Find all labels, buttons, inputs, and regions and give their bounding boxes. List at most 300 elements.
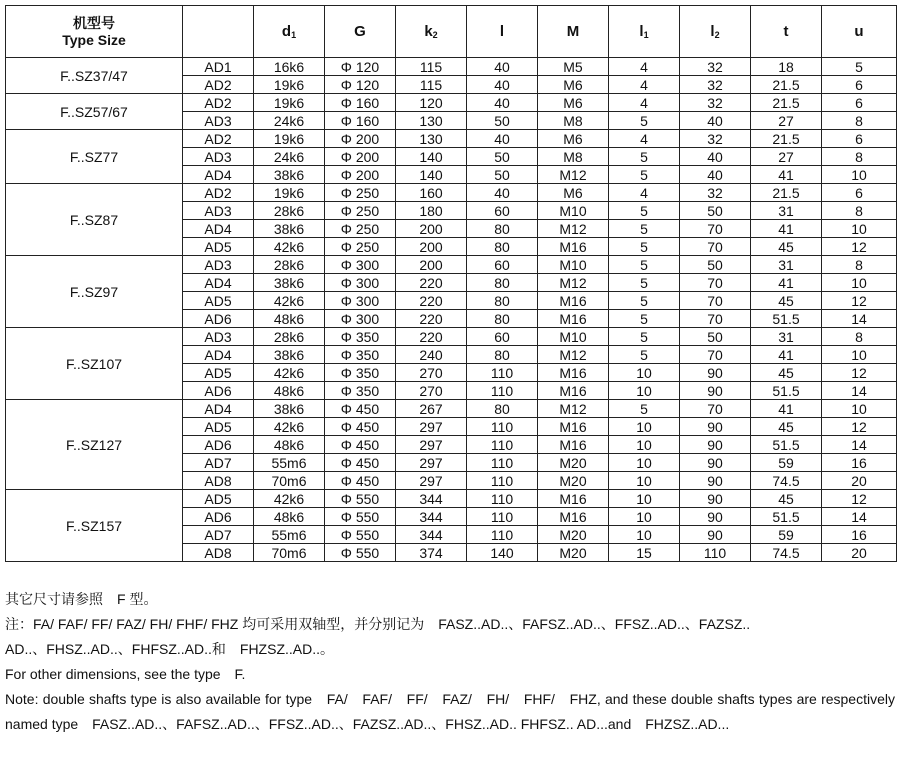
cell-t: 27: [751, 148, 822, 166]
cell-l: 40: [467, 130, 538, 148]
cell-variant: AD5: [183, 238, 254, 256]
header-l: l: [467, 6, 538, 58]
cell-l1: 5: [609, 310, 680, 328]
cell-l2: 32: [680, 58, 751, 76]
cell-m: M6: [538, 76, 609, 94]
header-l2: $l_2$: [680, 6, 751, 58]
cell-l2: 70: [680, 400, 751, 418]
cell-g: Φ 450: [325, 454, 396, 472]
cell-variant: AD3: [183, 148, 254, 166]
cell-l: 80: [467, 220, 538, 238]
cell-variant: AD7: [183, 526, 254, 544]
type-size-cell: F..SZ77: [6, 130, 183, 184]
cell-l2: 70: [680, 274, 751, 292]
cell-u: 20: [822, 472, 897, 490]
cell-variant: AD2: [183, 184, 254, 202]
cell-m: M20: [538, 544, 609, 562]
cell-g: Φ 250: [325, 202, 396, 220]
cell-g: Φ 350: [325, 328, 396, 346]
cell-d1: 48k6: [254, 310, 325, 328]
cell-l: 40: [467, 184, 538, 202]
cell-d1: 28k6: [254, 256, 325, 274]
cell-d1: 42k6: [254, 418, 325, 436]
cell-m: M12: [538, 346, 609, 364]
cell-u: 6: [822, 94, 897, 112]
cell-d1: 38k6: [254, 274, 325, 292]
cell-u: 12: [822, 490, 897, 508]
cell-l1: 5: [609, 400, 680, 418]
cell-t: 74.5: [751, 472, 822, 490]
table-row: [6, 130, 897, 148]
cell-u: 14: [822, 436, 897, 454]
cell-k2: 200: [396, 256, 467, 274]
cell-u: 12: [822, 292, 897, 310]
cell-k2: 180: [396, 202, 467, 220]
cell-g: Φ 450: [325, 418, 396, 436]
header-type-size: [6, 6, 183, 58]
note-en-double-shaft: Note: double shafts type is also available for type FA/ FAF/ FF/ FAZ/ FH/ FHF/ FHZ, and these double shafts types are respectively named type FASZ..AD..、FAFSZ..AD..、FFSZ..AD..、FAZSZ..AD..、FHSZ..AD.. FHFSZ.. AD...and FHZSZ..AD...: [5, 691, 895, 732]
cell-l1: 5: [609, 292, 680, 310]
cell-m: M16: [538, 508, 609, 526]
cell-g: Φ 120: [325, 76, 396, 94]
cell-k2: 297: [396, 436, 467, 454]
cell-u: 6: [822, 130, 897, 148]
cell-l1: 5: [609, 166, 680, 184]
cell-d1: 28k6: [254, 202, 325, 220]
cell-k2: 115: [396, 76, 467, 94]
cell-d1: 38k6: [254, 400, 325, 418]
cell-m: M16: [538, 490, 609, 508]
cell-l2: 50: [680, 328, 751, 346]
cell-l2: 90: [680, 364, 751, 382]
cell-m: M5: [538, 58, 609, 76]
cell-l: 80: [467, 274, 538, 292]
cell-l2: 32: [680, 76, 751, 94]
header-l1: $l_1$: [609, 6, 680, 58]
cell-m: M10: [538, 328, 609, 346]
cell-k2: 200: [396, 238, 467, 256]
cell-variant: AD2: [183, 94, 254, 112]
cell-l1: 4: [609, 94, 680, 112]
cell-t: 51.5: [751, 382, 822, 400]
cell-variant: AD6: [183, 310, 254, 328]
cell-l2: 50: [680, 202, 751, 220]
cell-k2: 344: [396, 508, 467, 526]
cell-l1: 4: [609, 130, 680, 148]
cell-g: Φ 250: [325, 220, 396, 238]
cell-u: 8: [822, 148, 897, 166]
cell-u: 12: [822, 364, 897, 382]
cell-l: 50: [467, 148, 538, 166]
cell-l: 110: [467, 508, 538, 526]
cell-k2: 220: [396, 310, 467, 328]
header-d1: $d_1$: [254, 6, 325, 58]
cell-l: 60: [467, 328, 538, 346]
cell-m: M6: [538, 130, 609, 148]
cell-l: 80: [467, 310, 538, 328]
cell-m: M16: [538, 238, 609, 256]
cell-d1: 24k6: [254, 148, 325, 166]
cell-u: 6: [822, 184, 897, 202]
cell-g: Φ 550: [325, 490, 396, 508]
cell-variant: AD5: [183, 418, 254, 436]
cell-l1: 5: [609, 220, 680, 238]
cell-variant: AD6: [183, 508, 254, 526]
cell-k2: 220: [396, 328, 467, 346]
cell-l1: 5: [609, 112, 680, 130]
cell-t: 31: [751, 256, 822, 274]
cell-m: M20: [538, 526, 609, 544]
cell-l1: 5: [609, 148, 680, 166]
header-blank: [183, 6, 254, 58]
cell-l: 80: [467, 346, 538, 364]
cell-m: M12: [538, 220, 609, 238]
cell-d1: 16k6: [254, 58, 325, 76]
note-cn-double-shaft: 注：FA/ FAF/ FF/ FAZ/ FH/ FHF/ FHZ 均可采用双轴型，并分别记为 FASZ..AD..、FAFSZ..AD..、FFSZ..AD..、FAZSZ..: [5, 616, 751, 632]
cell-k2: 240: [396, 346, 467, 364]
cell-g: Φ 300: [325, 274, 396, 292]
type-size-cell: F..SZ107: [6, 328, 183, 400]
cell-l1: 4: [609, 76, 680, 94]
cell-k2: 140: [396, 166, 467, 184]
cell-m: M10: [538, 256, 609, 274]
cell-l2: 50: [680, 256, 751, 274]
cell-t: 51.5: [751, 310, 822, 328]
cell-d1: 70m6: [254, 472, 325, 490]
cell-variant: AD8: [183, 544, 254, 562]
cell-variant: AD2: [183, 130, 254, 148]
table-row: [6, 490, 897, 508]
cell-k2: 115: [396, 58, 467, 76]
cell-u: 16: [822, 454, 897, 472]
cell-l2: 90: [680, 436, 751, 454]
cell-l1: 10: [609, 418, 680, 436]
cell-t: 74.5: [751, 544, 822, 562]
cell-u: 10: [822, 166, 897, 184]
cell-k2: 160: [396, 184, 467, 202]
cell-l: 110: [467, 382, 538, 400]
notes: [5, 587, 895, 737]
cell-d1: 48k6: [254, 508, 325, 526]
cell-t: 45: [751, 292, 822, 310]
cell-l2: 32: [680, 94, 751, 112]
note-cn-double-shaft-cont: AD..、FHSZ..AD..、FHFSZ..AD..和 FHZSZ..AD..。: [5, 641, 335, 657]
cell-l1: 10: [609, 364, 680, 382]
cell-k2: 270: [396, 382, 467, 400]
cell-g: Φ 160: [325, 112, 396, 130]
note-en-other-dimensions: For other dimensions, see the type F.: [5, 666, 246, 682]
cell-l1: 4: [609, 184, 680, 202]
cell-t: 21.5: [751, 184, 822, 202]
cell-m: M12: [538, 166, 609, 184]
cell-l: 110: [467, 364, 538, 382]
cell-m: M8: [538, 112, 609, 130]
cell-l1: 15: [609, 544, 680, 562]
cell-l: 60: [467, 256, 538, 274]
cell-variant: AD4: [183, 274, 254, 292]
cell-variant: AD6: [183, 382, 254, 400]
cell-m: M16: [538, 436, 609, 454]
cell-l1: 10: [609, 472, 680, 490]
cell-d1: 48k6: [254, 382, 325, 400]
cell-u: 12: [822, 238, 897, 256]
cell-t: 45: [751, 364, 822, 382]
cell-d1: 38k6: [254, 220, 325, 238]
header-u: u: [822, 6, 897, 58]
cell-k2: 344: [396, 490, 467, 508]
cell-m: M6: [538, 184, 609, 202]
cell-variant: AD8: [183, 472, 254, 490]
cell-t: 41: [751, 274, 822, 292]
cell-g: Φ 450: [325, 436, 396, 454]
cell-t: 27: [751, 112, 822, 130]
cell-l1: 10: [609, 436, 680, 454]
header-type-size-cn: 机型号: [73, 14, 115, 31]
cell-variant: AD4: [183, 166, 254, 184]
cell-l1: 5: [609, 346, 680, 364]
cell-variant: AD3: [183, 202, 254, 220]
cell-d1: 48k6: [254, 436, 325, 454]
type-size-cell: F..SZ37/47: [6, 58, 183, 94]
cell-u: 10: [822, 220, 897, 238]
cell-l: 110: [467, 436, 538, 454]
cell-l2: 90: [680, 490, 751, 508]
cell-t: 21.5: [751, 130, 822, 148]
cell-variant: AD5: [183, 490, 254, 508]
cell-variant: AD6: [183, 436, 254, 454]
cell-l2: 110: [680, 544, 751, 562]
cell-k2: 220: [396, 292, 467, 310]
cell-g: Φ 200: [325, 130, 396, 148]
cell-t: 41: [751, 166, 822, 184]
cell-t: 59: [751, 454, 822, 472]
cell-k2: 374: [396, 544, 467, 562]
cell-l2: 90: [680, 472, 751, 490]
cell-k2: 140: [396, 148, 467, 166]
cell-l: 80: [467, 292, 538, 310]
cell-t: 21.5: [751, 76, 822, 94]
cell-variant: AD2: [183, 76, 254, 94]
cell-variant: AD4: [183, 346, 254, 364]
header-m: M: [538, 6, 609, 58]
cell-l2: 90: [680, 382, 751, 400]
cell-g: Φ 550: [325, 526, 396, 544]
cell-variant: AD5: [183, 364, 254, 382]
cell-d1: 42k6: [254, 238, 325, 256]
cell-l2: 32: [680, 184, 751, 202]
cell-u: 14: [822, 310, 897, 328]
cell-u: 8: [822, 256, 897, 274]
cell-l1: 10: [609, 526, 680, 544]
cell-variant: AD7: [183, 454, 254, 472]
cell-l2: 90: [680, 508, 751, 526]
cell-l2: 40: [680, 166, 751, 184]
cell-l: 80: [467, 400, 538, 418]
cell-d1: 42k6: [254, 490, 325, 508]
cell-l2: 70: [680, 220, 751, 238]
cell-u: 10: [822, 346, 897, 364]
cell-g: Φ 550: [325, 508, 396, 526]
table-body: [6, 58, 897, 562]
cell-g: Φ 120: [325, 58, 396, 76]
cell-m: M16: [538, 292, 609, 310]
cell-g: Φ 160: [325, 94, 396, 112]
cell-g: Φ 300: [325, 310, 396, 328]
cell-l2: 90: [680, 454, 751, 472]
cell-t: 41: [751, 400, 822, 418]
cell-k2: 130: [396, 130, 467, 148]
cell-l: 110: [467, 454, 538, 472]
cell-m: M20: [538, 472, 609, 490]
header-type-size-en: Type Size: [62, 31, 126, 48]
cell-t: 51.5: [751, 508, 822, 526]
cell-l1: 10: [609, 490, 680, 508]
header-k2: $k_2$: [396, 6, 467, 58]
cell-l: 110: [467, 472, 538, 490]
cell-k2: 120: [396, 94, 467, 112]
cell-m: M8: [538, 148, 609, 166]
cell-g: Φ 300: [325, 292, 396, 310]
cell-u: 5: [822, 58, 897, 76]
cell-l: 40: [467, 94, 538, 112]
cell-m: M16: [538, 364, 609, 382]
cell-t: 45: [751, 490, 822, 508]
cell-l: 110: [467, 526, 538, 544]
cell-l: 110: [467, 418, 538, 436]
cell-l1: 5: [609, 238, 680, 256]
cell-variant: AD3: [183, 328, 254, 346]
cell-m: M20: [538, 454, 609, 472]
cell-k2: 297: [396, 472, 467, 490]
cell-d1: 55m6: [254, 526, 325, 544]
cell-u: 10: [822, 274, 897, 292]
cell-l: 50: [467, 112, 538, 130]
cell-g: Φ 250: [325, 184, 396, 202]
cell-g: Φ 200: [325, 148, 396, 166]
cell-k2: 130: [396, 112, 467, 130]
cell-t: 59: [751, 526, 822, 544]
cell-k2: 297: [396, 418, 467, 436]
cell-u: 8: [822, 202, 897, 220]
cell-l: 140: [467, 544, 538, 562]
cell-g: Φ 450: [325, 472, 396, 490]
cell-l2: 70: [680, 238, 751, 256]
cell-g: Φ 550: [325, 544, 396, 562]
cell-g: Φ 450: [325, 400, 396, 418]
cell-l1: 5: [609, 274, 680, 292]
cell-g: Φ 350: [325, 346, 396, 364]
cell-m: M12: [538, 274, 609, 292]
cell-d1: 55m6: [254, 454, 325, 472]
cell-m: M16: [538, 310, 609, 328]
cell-d1: 70m6: [254, 544, 325, 562]
cell-g: Φ 250: [325, 238, 396, 256]
table-row: [6, 400, 897, 418]
cell-d1: 42k6: [254, 292, 325, 310]
cell-l1: 5: [609, 256, 680, 274]
cell-t: 21.5: [751, 94, 822, 112]
cell-u: 8: [822, 328, 897, 346]
table-row: [6, 94, 897, 112]
cell-l1: 10: [609, 382, 680, 400]
table-row: [6, 256, 897, 274]
cell-m: M16: [538, 382, 609, 400]
cell-k2: 220: [396, 274, 467, 292]
cell-g: Φ 200: [325, 166, 396, 184]
cell-u: 8: [822, 112, 897, 130]
dimensions-table: [5, 5, 897, 562]
cell-u: 12: [822, 418, 897, 436]
cell-l1: 10: [609, 454, 680, 472]
cell-k2: 267: [396, 400, 467, 418]
cell-d1: 38k6: [254, 346, 325, 364]
cell-g: Φ 350: [325, 364, 396, 382]
cell-t: 41: [751, 346, 822, 364]
table-header-row: [6, 6, 897, 58]
cell-t: 18: [751, 58, 822, 76]
cell-t: 45: [751, 238, 822, 256]
cell-variant: AD1: [183, 58, 254, 76]
cell-l2: 90: [680, 526, 751, 544]
cell-m: M10: [538, 202, 609, 220]
cell-m: M12: [538, 400, 609, 418]
cell-l: 40: [467, 76, 538, 94]
cell-t: 51.5: [751, 436, 822, 454]
cell-l2: 32: [680, 130, 751, 148]
cell-variant: AD5: [183, 292, 254, 310]
cell-variant: AD3: [183, 256, 254, 274]
cell-l1: 5: [609, 202, 680, 220]
cell-d1: 24k6: [254, 112, 325, 130]
cell-k2: 200: [396, 220, 467, 238]
cell-k2: 270: [396, 364, 467, 382]
cell-u: 10: [822, 400, 897, 418]
cell-u: 14: [822, 382, 897, 400]
cell-m: M16: [538, 418, 609, 436]
note-cn-other-dimensions: 其它尺寸请参照 F 型。: [5, 591, 158, 607]
cell-l2: 90: [680, 418, 751, 436]
cell-m: M6: [538, 94, 609, 112]
cell-l1: 10: [609, 508, 680, 526]
cell-l1: 5: [609, 328, 680, 346]
cell-d1: 38k6: [254, 166, 325, 184]
header-t: t: [751, 6, 822, 58]
cell-l2: 70: [680, 346, 751, 364]
cell-k2: 297: [396, 454, 467, 472]
cell-k2: 344: [396, 526, 467, 544]
cell-u: 16: [822, 526, 897, 544]
type-size-cell: F..SZ57/67: [6, 94, 183, 130]
table-row: [6, 184, 897, 202]
cell-d1: 28k6: [254, 328, 325, 346]
type-size-cell: F..SZ87: [6, 184, 183, 256]
cell-u: 20: [822, 544, 897, 562]
cell-l2: 70: [680, 310, 751, 328]
cell-d1: 19k6: [254, 94, 325, 112]
cell-l2: 40: [680, 148, 751, 166]
header-g: G: [325, 6, 396, 58]
cell-d1: 19k6: [254, 130, 325, 148]
table-row: [6, 328, 897, 346]
cell-u: 14: [822, 508, 897, 526]
cell-variant: AD4: [183, 220, 254, 238]
cell-g: Φ 300: [325, 256, 396, 274]
type-size-cell: F..SZ127: [6, 400, 183, 490]
type-size-cell: F..SZ157: [6, 490, 183, 562]
cell-g: Φ 350: [325, 382, 396, 400]
table-row: [6, 58, 897, 76]
cell-t: 45: [751, 418, 822, 436]
